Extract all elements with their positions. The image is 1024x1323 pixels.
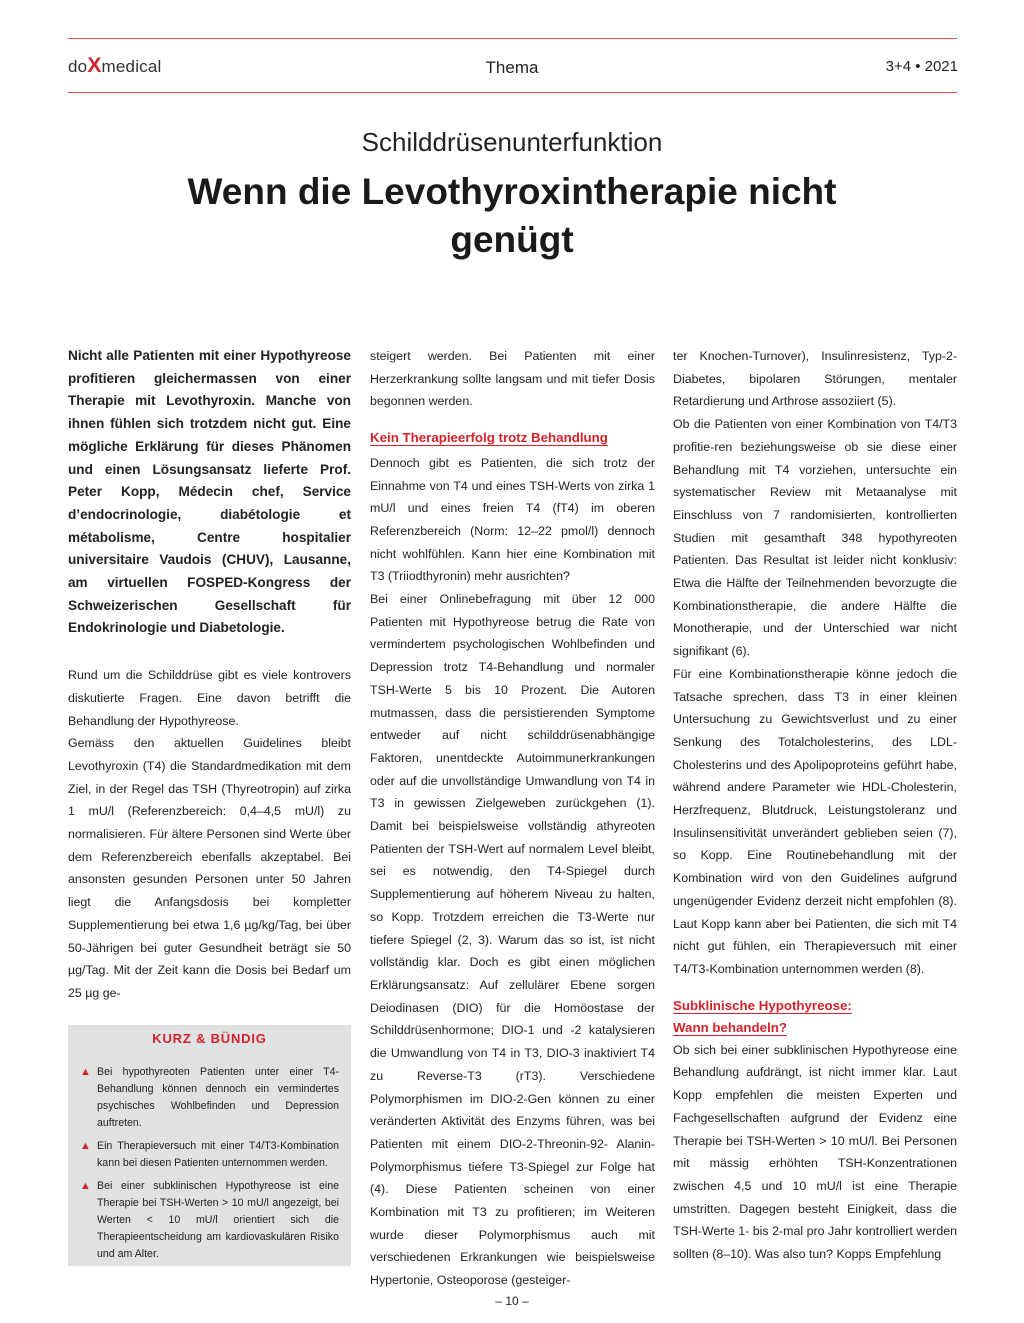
- issue-label: 3+4 • 2021: [885, 58, 958, 75]
- subheading-line-2: Wann behandeln?: [673, 1019, 788, 1035]
- logo-text-post: medical: [101, 57, 162, 76]
- paragraph: Für eine Kombinationstherapie könne jedoch die Tatsache sprechen, dass T3 in einer kleinen Untersuchung zu Gewichtsverlust und zu einer Senkung des Totalcholesterins, des LDL-Cholesterins und des Apolipoproteins geführt habe, während andere Parameter wie HDL-Cholesterin, Herzfrequenz, Blutdruck, Leistungstoleranz und Insulinsensitivität unverändert geblieben seien (7), so Kopp. Eine Routinebehandlung mit der Kombination wird von den Guidelines aufgrund ungenügender Evidenz derzeit nicht empfohlen (8). Laut Kopp kann aber bei Patienten, die sich mit T4 nicht gut fühlen, ein Therapieversuch mit einer T4/T3-Kombination unternommen werden (8).: [673, 666, 957, 976]
- column-2: [370, 345, 655, 1292]
- summary-item-text: Bei einer subklinischen Hypothyreose ist eine Therapie bei TSH-Werten > 10 mU/l angezeigt, bei Werten < 10 mU/l orientiert sich die Therapieentscheidung am kardiovaskulären Risiko und am Alter.: [97, 1180, 339, 1260]
- paragraph: Ob sich bei einer subklinischen Hypothyreose eine Behandlung aufdrängt, ist nicht immer klar. Laut Kopp empfehlen die meisten Experten und Fachgesellschaften aufgrund der Evidenz eine Therapie bei TSH-Werten > 10 mU/l. Bei Personen mit mässig erhöhten TSH-Konzentrationen zwischen 4,5 und 10 mU/l ist eine Therapie umstritten. Dagegen besteht Einigkeit, dass die TSH-Werte 1- bis 2-mal pro Jahr kontrolliert werden sollten (8–10). Was also tun? Kopps Empfehlung: [673, 1042, 957, 1262]
- page-number: – 10 –: [495, 1294, 529, 1308]
- paragraph: Gemäss den aktuellen Guidelines bleibt Levothyroxin (T4) die Standardmedikation mit dem Ziel, in der Regel das TSH (Thyreotropin) auf zirka 1 mU/l (Referenzbereich: 0,4–4,5 mU/l) zu normalisieren. Für ältere Personen sind Werte über dem Referenzbereich ebenfalls akzeptabel. Bei ansonsten gesunden Personen unter 50 Jahren liegt die Anfangsdosis bei kompletter Supplementierung bei etwa 1,6 µg/kg/Tag, bei über 50-Jährigen bei guter Gesundheit beträgt sie 50 µg/Tag. Mit der Zeit kann die Dosis bei Bedarf um 25 µg ge-: [68, 736, 351, 1000]
- section-label: Thema: [485, 58, 539, 77]
- article-kicker: Schilddrüsenunterfunktion: [361, 127, 663, 157]
- header-bottom-rule: [68, 92, 957, 93]
- paragraph: Ob die Patienten von einer Kombination von T4/T3 profitie-ren beziehungsweise ob sie diese einer Behandlung mit T4 vorziehen, untersuchte ein systematischer Review mit Metaanalyse mit Einschluss von 7 randomisierten, kontrollierten Studien mit gesamthaft 348 hypothyreoten Patienten. Das Resultat ist leider nicht konklusiv: Etwa die Hälfte der Teilnehmenden bevorzugte die Kombinationstherapie, die andere Hälfte die Monotherapie, und der Unterschied war nicht signifikant (6).: [673, 417, 957, 659]
- header-top-rule: [68, 38, 957, 39]
- article-lead: Nicht alle Patienten mit einer Hypothyreose profitieren gleichermassen von einer Therapie mit Levothyroxin. Manche von ihnen fühlen sich trotzdem nicht gut. Eine mögliche Erklärung für dieses Phänomen und einen Lösungsansatz lieferte Prof. Peter Kopp, Médecin chef, Service d’endocrinologie, diabétologie et métabolisme, Centre hospitalier universitaire Vaudois (CHUV), Lausanne, am virtuellen FOSPED-Kongress der Schweizerischen Gesellschaft für Endokrinologie und Diabetologie.: [68, 348, 351, 636]
- paragraph: ter Knochen-Turnover), Insulinresistenz, Typ-2-Diabetes, bipolaren Störungen, mentaler Retardierung und Arthrose assoziiert (5).: [673, 349, 957, 409]
- paragraph: Bei einer Onlinebefragung mit über 12 000 Patienten mit Hypothyreose betrug die Rate von vermindertem psychologischen Wohlbefinden und Depression trotz T4-Behandlung und normaler TSH-Werte 5 bis 10 Prozent. Die Autoren mutmassen, dass die persistierenden Symptome entweder auf nicht schilddrüsenabhängige Faktoren, unentdeckte Autoimmunerkrankungen oder auf die unvollständige Umwandlung von T4 in T3 in gewissen Zielgeweben zurückgehen (1). Damit bei beispielsweise vollständig athyreoten Patienten der TSH-Wert auf normalem Level bleibt, sei es notwendig, den T4-Spiegel durch Supplementierung auf höherem Niveau zu halten, so Kopp. Trotzdem erreichen die T3-Werte nur tiefere Spiegel (2, 3). Warum das so ist, ist nicht vollständig klar. Doch es gibt einen möglichen Erklärungsansatz: Auf zellulärer Ebene sorgen Deiodinasen (DIO) für die Homöostase der Schilddrüsenhormone; DIO-1 und -2 katalysieren die Umwandlung von T4 in T3, DIO-3 inaktiviert T4 zu Reverse-T3 (rT3). Verschiedene Polymorphismen im DIO-2-Gen können zu einer veränderten Aktivität des Enzyms führen, was bei Patienten mit einem DIO-2-Threonin-92- Alanin-Polymorphismus tiefere T3-Spiegel zur Folge hat (4). Diese Patienten scheinen von einer Kombination mit T3 zu profitieren; im Weiteren wurde dieser Polymorphismus auch mit verschiedenen Erkrankungen wie beispielsweise Hypertonie, Osteoporose (gesteiger-: [370, 592, 655, 1288]
- column-3: [673, 345, 957, 1266]
- summary-item-text: Bei hypothyreoten Patienten unter einer T4-Behandlung können dennoch ein vermindertes psychisches Wohlbefinden und Depression auftreten.: [97, 1066, 339, 1129]
- article-title-text: Wenn die Levothyroxintherapie nicht genügt: [187, 171, 837, 260]
- triangle-bullet-icon: ▲: [80, 1180, 91, 1192]
- subheading-line-1: Subklinische Hypothyreose:: [673, 997, 852, 1013]
- summary-item-text: Ein Therapieversuch mit einer T4/T3-Kombination kann bei diesen Patienten unternommen werden.: [97, 1140, 339, 1169]
- summary-box: [68, 1025, 351, 1266]
- triangle-bullet-icon: ▲: [80, 1140, 91, 1152]
- paragraph: steigert werden. Bei Patienten mit einer Herzerkrankung sollte langsam und mit tiefer Dosis begonnen werden.: [370, 349, 655, 409]
- summary-item: [80, 1064, 339, 1132]
- paragraph: Dennoch gibt es Patienten, die sich trotz der Einnahme von T4 und eines TSH-Werts von zirka 1 mU/l und eines freien T4 (fT4) im oberen Referenzbereich (Norm: 12–22 pmol/l) dennoch nicht wohlfühlen. Kann hier eine Kombination mit T3 (Triiodthyronin) mehr ausrichten?: [370, 455, 655, 584]
- summary-item: [80, 1138, 339, 1172]
- summary-box-title: KURZ & BÜNDIG: [152, 1031, 267, 1046]
- logo-text-x: X: [87, 54, 102, 77]
- logo-text-pre: do: [68, 57, 88, 76]
- paragraph: Rund um die Schilddrüse gibt es viele kontrovers diskutierte Fragen. Eine davon betrifft die Behandlung der Hypothyreose.: [68, 668, 351, 728]
- subheading-kein-therapieerfolg: Kein Therapieerfolg trotz Behandlung: [370, 430, 608, 446]
- subheading-subklinische-hypothyreose: [673, 995, 957, 1039]
- article-title: [0, 168, 1024, 264]
- summary-item: [80, 1178, 339, 1263]
- triangle-bullet-icon: ▲: [80, 1066, 91, 1078]
- column-1: [68, 345, 351, 1005]
